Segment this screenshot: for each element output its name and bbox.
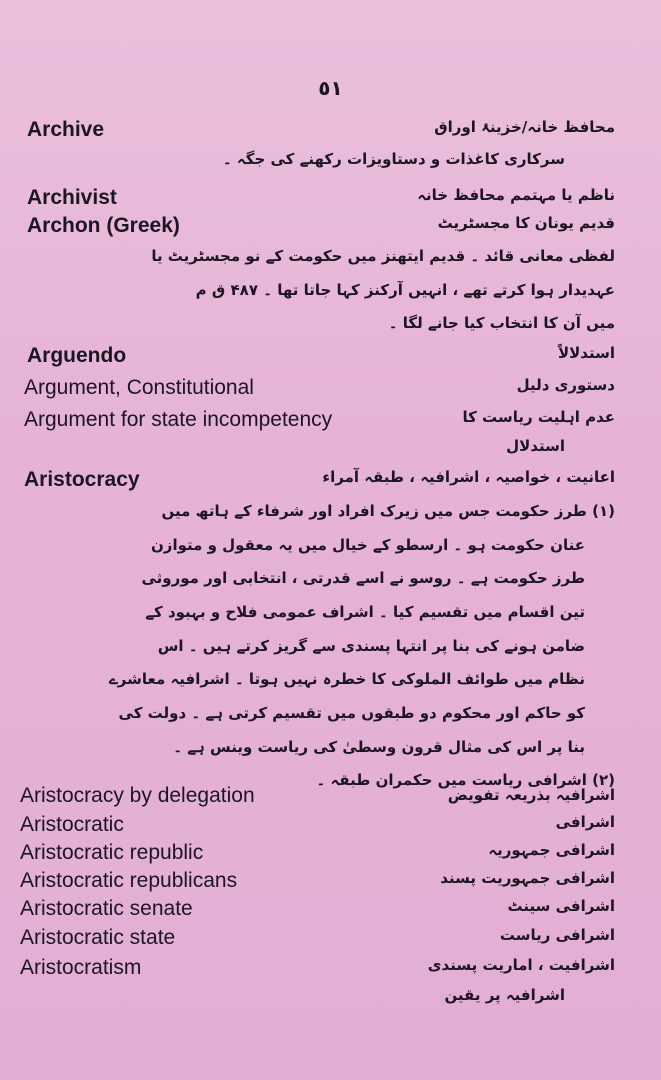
definition-line: عہدیدار ہوا کرتے تھے ، انہیں آرکنز کہا جاتا تھا ۔ ۴۸۷ ق م	[195, 281, 615, 299]
entry-aristocratic-senate	[0, 897, 661, 927]
urdu-aristocratic: اشرافی	[555, 813, 615, 831]
urdu-aristocratic-state: اشرافی ریاست	[499, 926, 615, 944]
term-argument-state-incompetency: Argument for state incompetency	[24, 408, 333, 431]
entry-archon	[0, 214, 661, 244]
definition-line: بنا پر اس کی مثال قرون وسطیٰ کی ریاست وینس ہے ۔	[173, 738, 585, 756]
definition-line: ضامن ہونے کی بنا پر انتہا پسندی سے گریز کرتے ہیں ۔ اس	[157, 637, 585, 655]
term-aristocratic-state: Aristocratic state	[20, 926, 176, 949]
urdu-aristocratic-republicans: اشرافی جمہوریت پسند	[440, 869, 615, 887]
urdu-aristocratism: اشرافیت ، اماریت پسندی	[427, 956, 615, 974]
definition-line: اشرافیہ پر یقین	[444, 986, 565, 1004]
urdu-aristocracy-by-delegation: اشرافیہ بذریعہ تفویض	[447, 786, 615, 804]
urdu-archivist: ناظم یا مہتمم محافظ خانہ	[417, 186, 615, 204]
urdu-aristocratic-senate: اشرافی سینٹ	[507, 897, 615, 915]
term-archive: Archive	[27, 118, 105, 141]
term-aristocratic-senate: Aristocratic senate	[20, 897, 193, 920]
entry-aristocratic	[0, 813, 661, 843]
term-aristocratism: Aristocratism	[20, 956, 142, 979]
definition-line: (۱) طرز حکومت جس میں زیرک افراد اور شرفاء کے ہاتھ میں	[161, 502, 615, 520]
definition-line: نظام میں طوائف الملوکی کا خطرہ نہیں ہوتا ۔ اشرافیہ معاشرے	[109, 670, 585, 688]
term-aristocratic-republicans: Aristocratic republicans	[20, 869, 238, 892]
definition-line: (۲) اشرافی ریاست میں حکمران طبقہ ۔	[316, 771, 615, 789]
term-archon: Archon (Greek)	[27, 214, 180, 237]
urdu-archon: قدیم یونان کا مجسٹریٹ	[437, 214, 615, 232]
definition-line: استدلال	[506, 437, 565, 455]
urdu-aristocracy: اعانیت ، خواصیہ ، اشرافیہ ، طبقہ آمراء	[322, 468, 615, 486]
entry-argument-state-incompetency	[0, 408, 661, 438]
definition-line: لفظی معانی قائد ۔ قدیم ایتھنز میں حکومت کے نو مجسٹریٹ یا	[151, 247, 615, 265]
page-number: ٥١	[318, 76, 343, 100]
entry-archive	[0, 118, 661, 148]
urdu-aristocratic-republic: اشرافی جمہوریہ	[488, 841, 615, 859]
urdu-arguendo: استدلالاً	[557, 344, 615, 362]
term-argument-constitutional: Argument, Constitutional	[24, 376, 254, 399]
entry-aristocratic-state	[0, 926, 661, 956]
term-aristocracy: Aristocracy	[24, 468, 140, 491]
definition-line: عنان حکومت ہو ۔ ارسطو کے خیال میں یہ معقول و متوازن	[151, 536, 585, 554]
definition-line: طرز حکومت ہے ۔ روسو نے اسے قدرتی ، انتخابی اور موروثی	[141, 569, 585, 587]
term-arguendo: Arguendo	[27, 344, 127, 367]
entry-archivist	[0, 186, 661, 216]
term-aristocratic-republic: Aristocratic republic	[20, 841, 204, 864]
entry-argument-constitutional	[0, 376, 661, 406]
entry-aristocracy-by-delegation-urdu	[0, 786, 661, 816]
definition-line: تین اقسام میں تقسیم کیا ۔ اشراف عمومی فلاح و بہبود کے	[145, 603, 585, 621]
term-aristocracy-by-delegation: Aristocracy by delegation	[20, 784, 255, 807]
definition-line: سرکاری کاغذات و دستاویزات رکھنے کی جگہ ۔	[222, 150, 565, 168]
definition-line: میں آن کا انتخاب کیا جانے لگا ۔	[388, 314, 615, 332]
entry-aristocratic-republicans	[0, 869, 661, 899]
term-aristocratic: Aristocratic	[20, 813, 124, 836]
urdu-archive: محافظ خانہ/خزینۂ اوراق	[434, 118, 615, 136]
entry-aristocratism	[0, 956, 661, 986]
term-archivist: Archivist	[27, 186, 117, 209]
definition-line: کو حاکم اور محکوم دو طبقوں میں تقسیم کرتی ہے ۔ دولت کی	[118, 704, 585, 722]
urdu-argument-state-incompetency: عدم اہلیت ریاست کا	[462, 408, 615, 426]
entry-arguendo	[0, 344, 661, 374]
entry-aristocratic-republic	[0, 841, 661, 871]
entry-aristocracy	[0, 468, 661, 498]
urdu-argument-constitutional: دستوری دلیل	[516, 376, 615, 394]
